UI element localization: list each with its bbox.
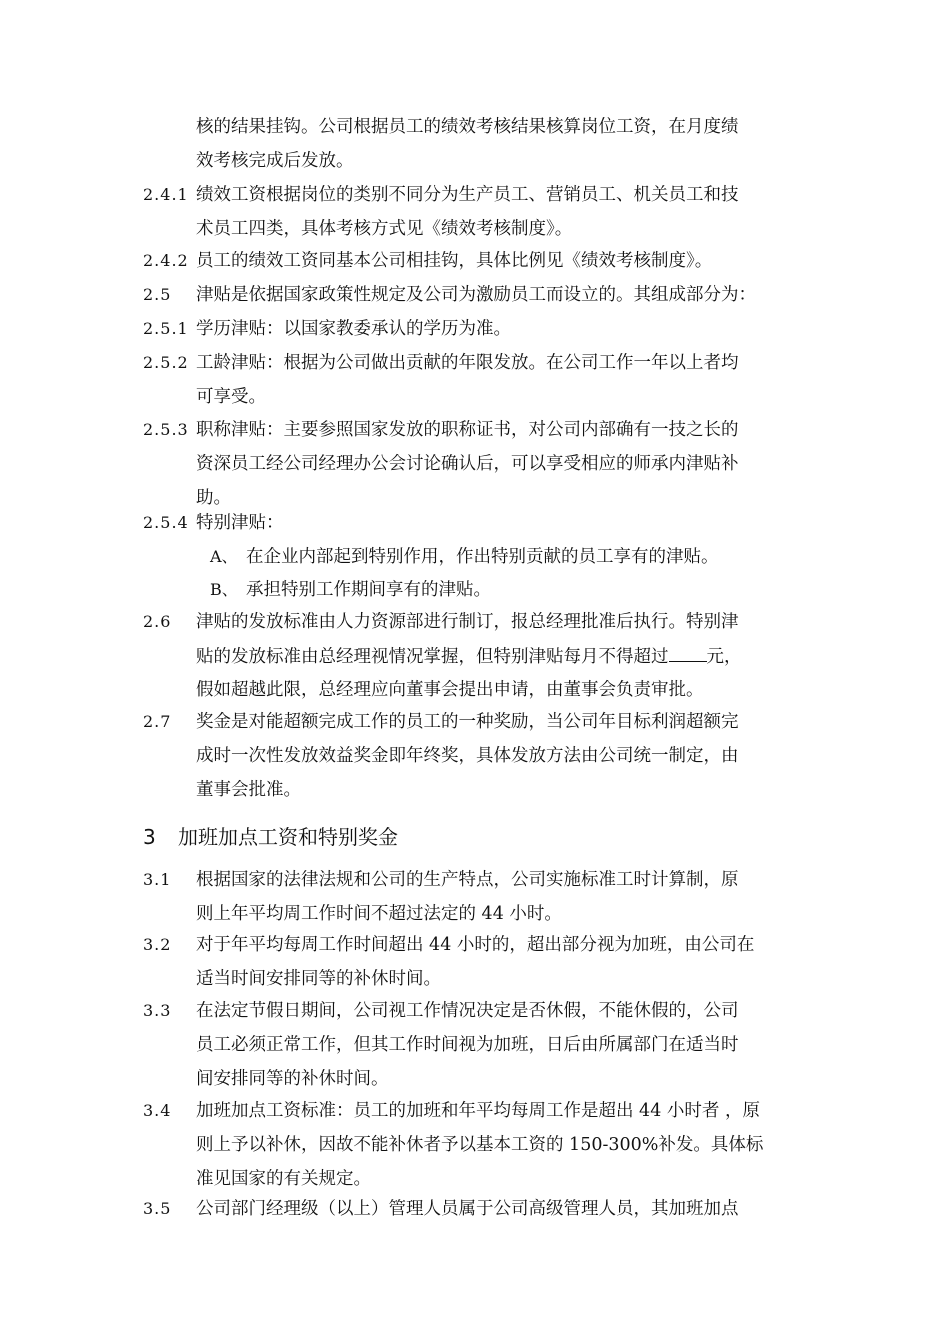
item-number: 3.5 [143,1199,172,1218]
text-line: 工龄津贴：根据为公司做出贡献的年限发放。在公司工作一年以上者均 [196,353,739,373]
text-line: 资深员工经公司经理办公会讨论确认后，可以享受相应的师承内津贴补 [196,454,739,474]
text-line: 则上年平均周工作时间不超过法定的 44 小时。 [196,904,562,924]
text-line: 助。 [196,488,231,508]
item-number: 2.7 [143,712,172,731]
text-line: 加班加点工资标准：员工的加班和年平均每周工作是超出 44 小时者 ，原 [196,1101,760,1121]
text-line: 津贴是依据国家政策性规定及公司为激励员工而设立的。其组成部分为： [196,285,756,305]
text-line: 准见国家的有关规定。 [196,1169,371,1189]
text-line: 则上予以补休，因故不能补休者予以基本工资的 150-300%补发。具体标 [196,1135,764,1155]
continuation-paragraph [196,110,739,178]
text-line: 学历津贴：以国家教委承认的学历为准。 [196,319,511,339]
item-number: 2.4.2 [143,251,189,270]
text-line: 特别津贴： [196,513,284,533]
text-line: 假如超越此限，总经理应向董事会提出申请，由董事会负责审批。 [196,680,704,700]
item-number: 3.4 [143,1101,172,1120]
item-number: 3.1 [143,870,172,889]
item-number: 2.5.2 [143,353,189,372]
text-line: 成时一次性发放效益奖金即年终奖，具体发放方法由公司统一制定，由 [196,746,739,766]
item-number: 2.5.1 [143,319,189,338]
sub-item-label: A、 [210,547,238,566]
item-number: 3.3 [143,1001,172,1020]
fill-in-blank[interactable] [669,639,707,662]
section-title: 加班加点工资和特别奖金 [178,825,398,849]
text-line: 术员工四类，具体考核方式见《绩效考核制度》。 [196,219,573,239]
sub-item-text: 在企业内部起到特别作用，作出特别贡献的员工享有的津贴。 [246,547,719,567]
item-number: 3.2 [143,935,172,954]
text-line: 津贴的发放标准由人力资源部进行制订，报总经理批准后执行。特别津 [196,612,739,632]
text-line: 职称津贴：主要参照国家发放的职称证书，对公司内部确有一技之长的 [196,420,739,440]
item-number: 2.5 [143,285,172,304]
item-number: 2.6 [143,612,172,631]
text-line: 根据国家的法律法规和公司的生产特点，公司实施标准工时计算制，原 [196,870,739,890]
text-line: 公司部门经理级（以上）管理人员属于公司高级管理人员，其加班加点 [196,1199,739,1219]
text-segment: 贴的发放标准由总经理视情况掌握，但特别津贴每月不得超过 [196,647,669,667]
text-line: 董事会批准。 [196,780,301,800]
sub-item-label: B、 [210,580,238,599]
sub-item-text: 承担特别工作期间享有的津贴。 [246,580,491,600]
item-number: 2.5.4 [143,513,189,532]
text-line: 员工的绩效工资同基本公司相挂钩，具体比例见《绩效考核制度》。 [196,251,713,271]
text-line: 在法定节假日期间，公司视工作情况决定是否休假，不能休假的，公司 [196,1001,739,1021]
text-line: 可享受。 [196,387,266,407]
text-line: 效考核完成后发放。 [196,151,354,171]
text-line: 员工必须正常工作，但其工作时间视为加班，日后由所属部门在适当时 [196,1035,739,1055]
text-line: 对于年平均每周工作时间超出 44 小时的，超出部分视为加班，由公司在 [196,935,755,955]
text-line: 适当时间安排同等的补休时间。 [196,969,441,989]
text-line [196,639,742,673]
text-line: 绩效工资根据岗位的类别不同分为生产员工、营销员工、机关员工和技 [196,185,739,205]
item-number: 2.5.3 [143,420,189,439]
text-line: 奖金是对能超额完成工作的员工的一种奖励，当公司年目标利润超额完 [196,712,739,732]
text-line: 间安排同等的补休时间。 [196,1069,389,1089]
item-number: 2.4.1 [143,185,189,204]
text-segment: 元， [706,647,742,667]
text-line: 核的结果挂钩。公司根据员工的绩效考核结果核算岗位工资，在月度绩 [196,117,739,137]
section-number: 3 [143,825,156,849]
